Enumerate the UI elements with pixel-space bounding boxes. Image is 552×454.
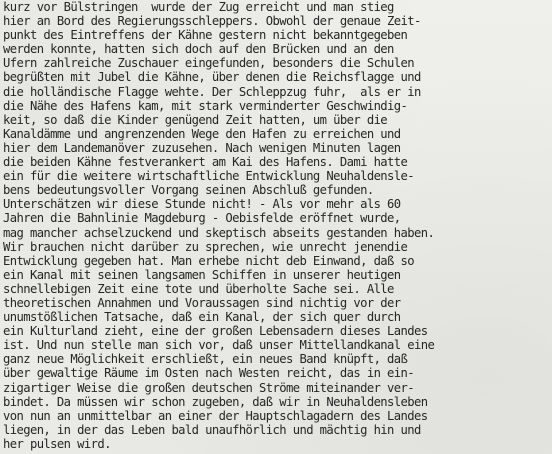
text-line: schnellebigen Zeit eine tote und überholte Sache sei. Alle <box>3 281 394 296</box>
text-line: zigartiger Weise die großen deutschen Ströme miteinander ver- <box>3 380 414 395</box>
text-line: theoretischen Annahmen und Voraussagen sind nichtig vor der <box>3 295 401 310</box>
text-line: her pulsen wird. <box>3 436 111 451</box>
text-line: ein Kulturland zieht, eine der großen Lebensadern dieses Landes <box>3 324 428 339</box>
text-line: Entwicklung gegeben hat. Man erhebe nicht deb Einwand, daß so <box>3 253 414 268</box>
text-line: unumstößlichen Tatsache, daß ein Kanal, der sich quer durch <box>3 310 401 325</box>
text-line: ist. Und nun stelle man sich vor, daß unser Mittellandkanal eine <box>3 338 435 353</box>
text-line: kurz vor Bülstringen wurde der Zug erreicht und man stieg <box>3 0 394 14</box>
text-line: begrüßten mit Jubel die Kähne, über denen die Reichsflagge und <box>3 70 421 85</box>
text-line: werden konnte, hatten sich doch auf den Brücken und an den <box>3 42 394 57</box>
text-line: keit, so daß die Kinder genügend Zeit hatten, um über die <box>3 112 388 127</box>
text-line: liegen, in der das Leben bald unaufhörlich und mächtig hin und <box>3 422 421 437</box>
text-line: punkt des Eintreffens der Kähne gestern nicht bekanntgegeben <box>3 28 408 43</box>
text-line: Ufern zahlreiche Zuschauer eingefunden, besonders die Schulen <box>3 56 414 71</box>
text-line: Wir brauchen nicht darüber zu sprechen, wie unrecht jenendie <box>3 239 408 254</box>
text-line: hier an Bord des Regierungsschleppers. Obwohl der genaue Zeit- <box>3 14 421 29</box>
text-line: Unterschätzen wir diese Stunde nicht! - Als vor mehr als 60 <box>3 197 401 212</box>
text-line: Kanaldämme und angrenzenden Wege den Hafen zu erreichen und <box>3 126 401 141</box>
text-line: hier dem Landemanöver zuzusehen. Nach wenigen Minuten lagen <box>3 140 401 155</box>
text-line: bindet. Da müssen wir schon zugeben, daß wir in Neuhaldensleben <box>3 394 428 409</box>
text-line: mag mancher achselzuckend und skeptisch abseits gestanden haben. <box>3 225 435 240</box>
text-line: von nun an unmittelbar an einer der Hauptschlagadern des Landes <box>3 408 428 423</box>
text-line: über gewaltige Räume im Osten nach Westen reicht, das in ein- <box>3 366 414 381</box>
text-line: ein für die weitere wirtschaftliche Entwicklung Neuhaldensle- <box>3 169 414 184</box>
text-line: ganz neue Möglichkeit erschließt, ein neues Band knüpft, daß <box>3 352 408 367</box>
text-line: die Nähe des Hafens kam, mit stark verminderter Geschwindig- <box>3 98 408 113</box>
text-line: ein Kanal mit seinen langsamen Schiffen in unserer heutigen <box>3 267 401 282</box>
text-line: die beiden Kähne festverankert am Kai des Hafens. Dami hatte <box>3 155 408 170</box>
text-line: die holländische Flagge wehte. Der Schleppzug fuhr, als er in <box>3 84 421 99</box>
text-line: Jahren die Bahnlinie Magdeburg - Oebisfelde eröffnet wurde, <box>3 211 401 226</box>
text-line: bens bedeutungsvoller Vorgang seinen Abschluß gefunden. <box>3 183 374 198</box>
